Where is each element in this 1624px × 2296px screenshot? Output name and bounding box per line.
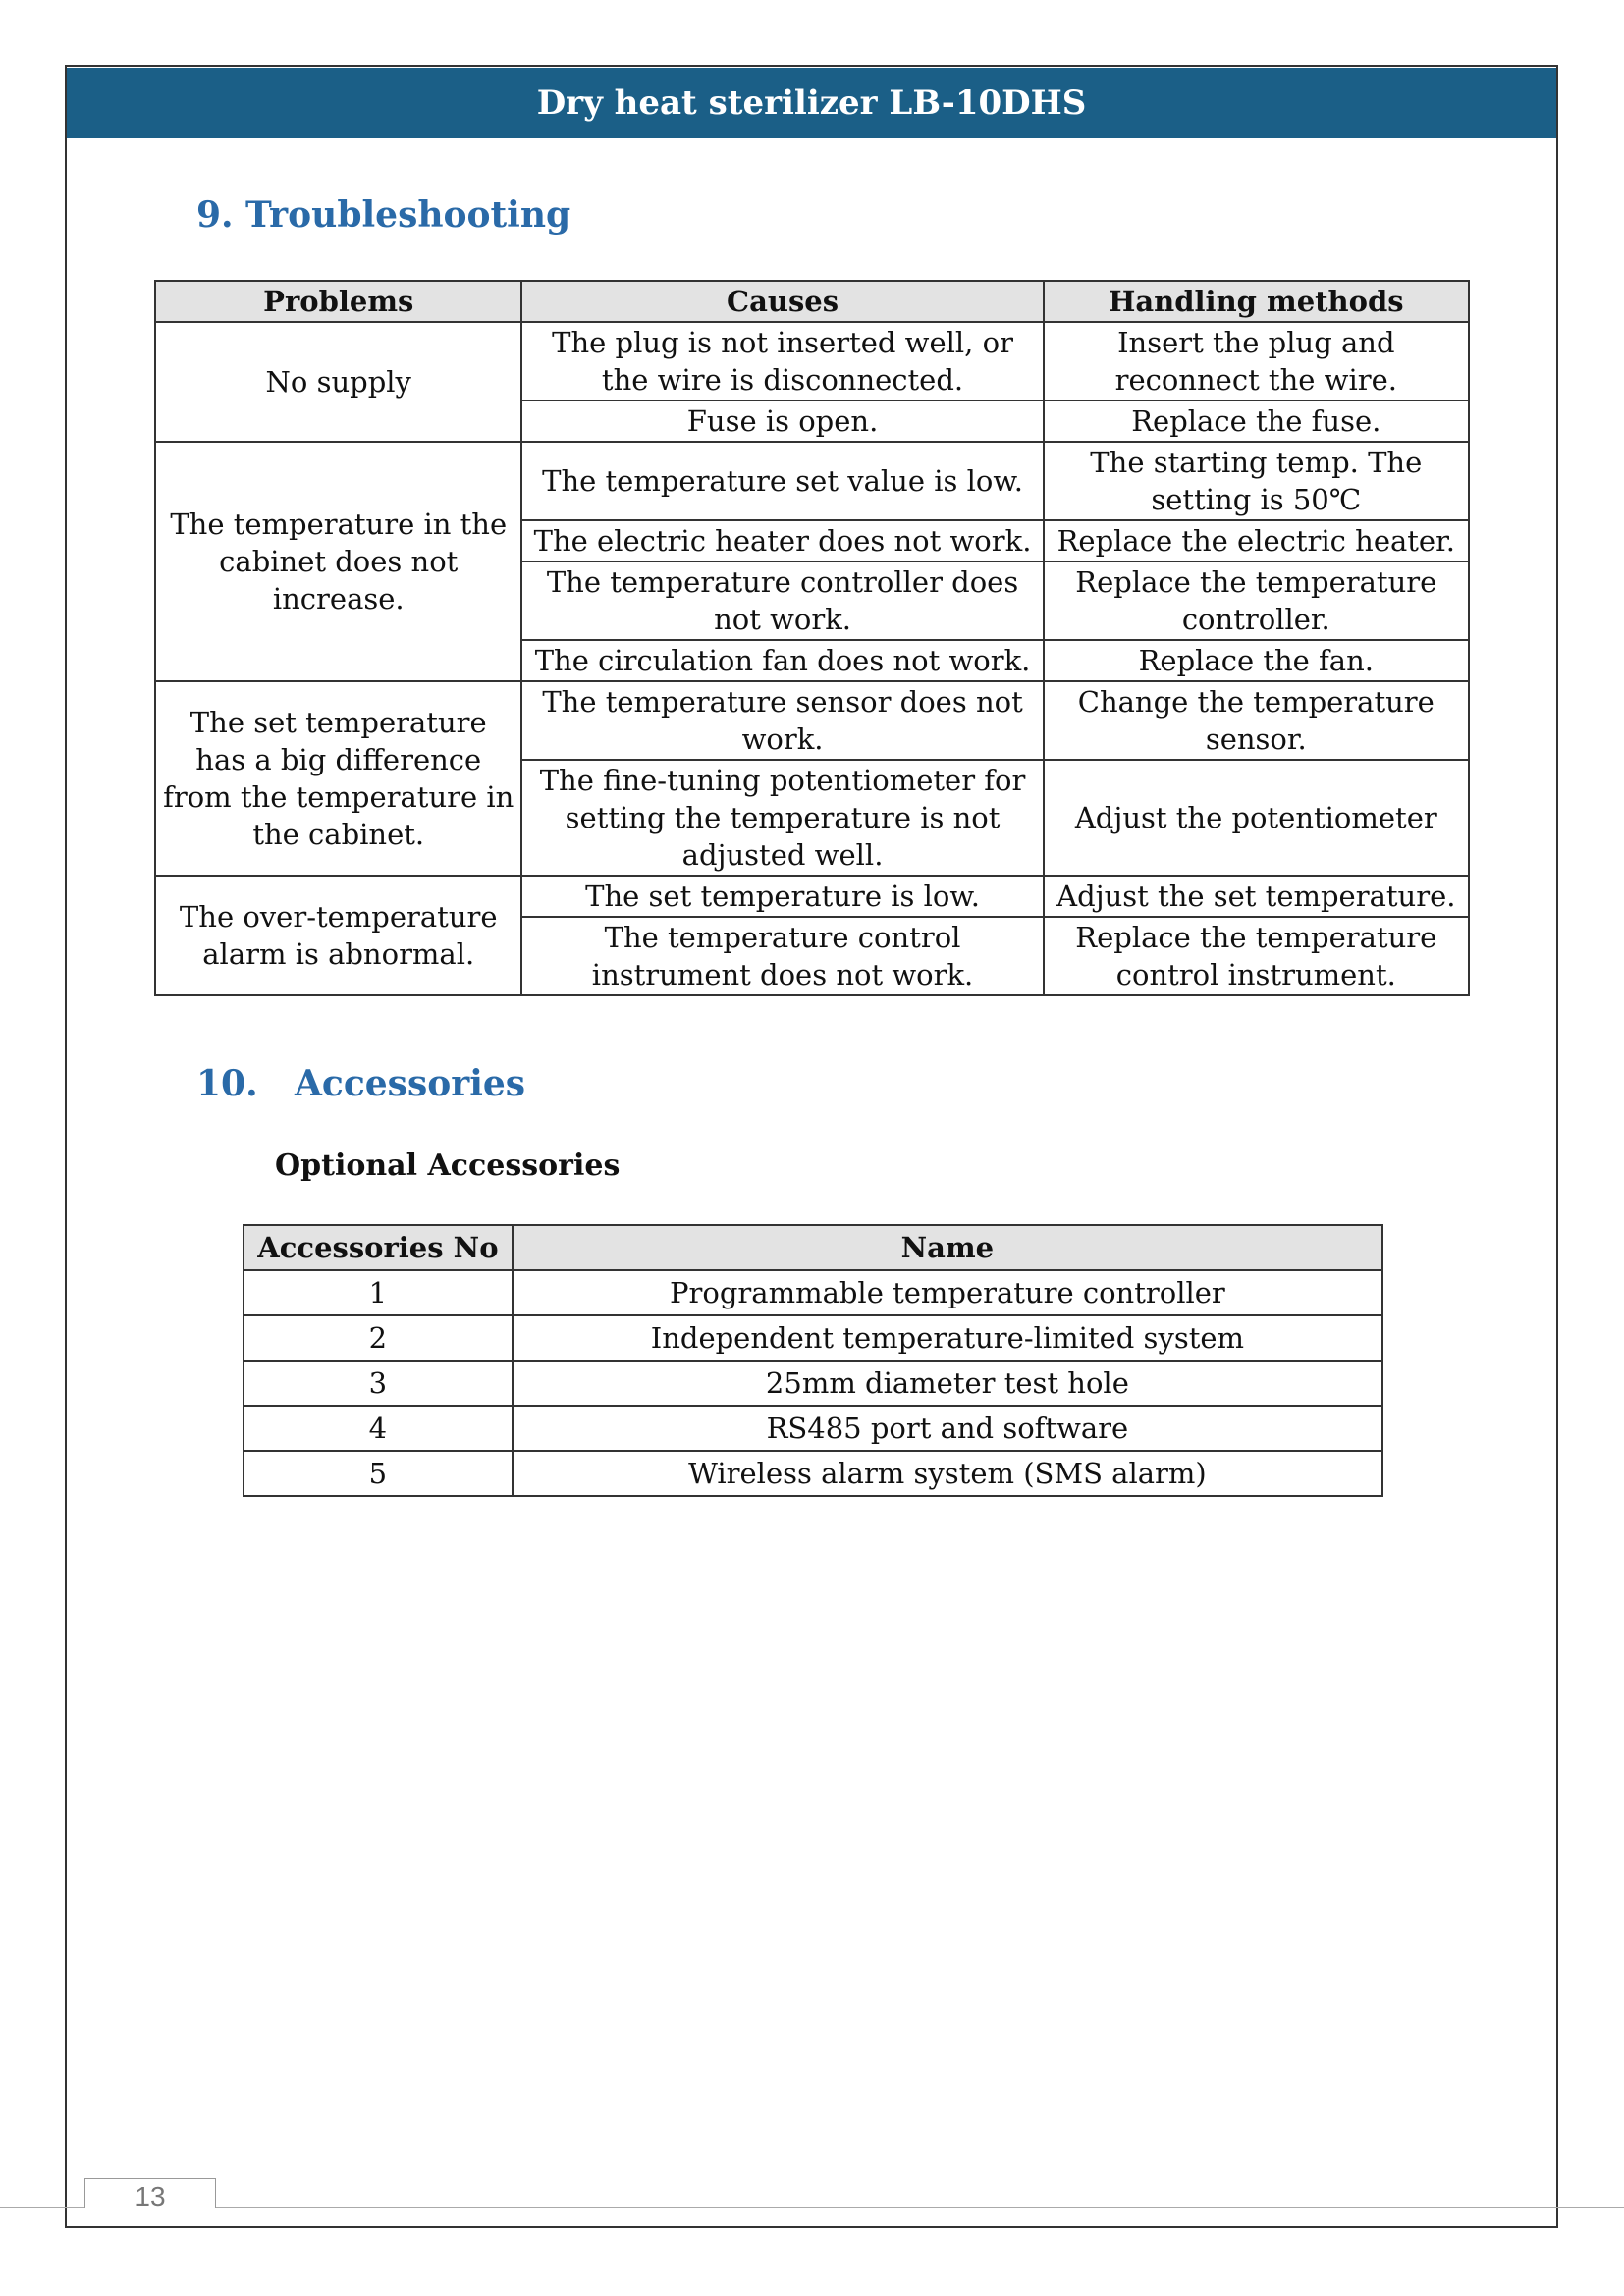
column-header-problems: Problems: [155, 281, 521, 322]
section-title: Troubleshooting: [245, 194, 571, 236]
table-row: [244, 1406, 1382, 1451]
accessory-name-cell: RS485 port and software: [513, 1406, 1382, 1451]
section-title: Accessories: [295, 1063, 526, 1104]
accessories-table: [243, 1224, 1383, 1497]
section-number: 10.: [196, 1063, 258, 1104]
accessory-name-cell: Independent temperature-limited system: [513, 1315, 1382, 1361]
troubleshooting-table: [154, 280, 1470, 996]
method-cell: Replace the temperature control instrument.: [1044, 917, 1469, 995]
document-title: Dry heat sterilizer LB-10DHS: [536, 83, 1087, 123]
cause-cell: Fuse is open.: [521, 400, 1043, 442]
table-row: [155, 876, 1469, 917]
table-header-row: [155, 281, 1469, 322]
cause-cell: The fine-tuning potentiometer for setting the temperature is not adjusted well.: [521, 760, 1043, 876]
document-header: [67, 68, 1556, 138]
cause-cell: The set temperature is low.: [521, 876, 1043, 917]
cause-cell: The circulation fan does not work.: [521, 640, 1043, 681]
accessory-number-cell: 1: [244, 1270, 513, 1315]
page-number: 13: [135, 2181, 166, 2212]
footer-divider: [0, 2207, 1624, 2208]
table-row: [155, 681, 1469, 760]
method-cell: Adjust the set temperature.: [1044, 876, 1469, 917]
problem-cell: The temperature in the cabinet does not increase.: [155, 442, 521, 681]
section-heading-troubleshooting: [196, 194, 570, 236]
problem-cell: No supply: [155, 322, 521, 442]
cause-cell: The temperature set value is low.: [521, 442, 1043, 520]
cause-cell: The electric heater does not work.: [521, 520, 1043, 561]
column-header-causes: Causes: [521, 281, 1043, 322]
problem-cell: The over-temperature alarm is abnormal.: [155, 876, 521, 995]
cause-cell: The temperature controller does not work.: [521, 561, 1043, 640]
table-row: [244, 1451, 1382, 1496]
optional-accessories-heading: Optional Accessories: [275, 1148, 621, 1183]
accessory-number-cell: 5: [244, 1451, 513, 1496]
table-row: [155, 442, 1469, 520]
cause-cell: The temperature control instrument does not work.: [521, 917, 1043, 995]
problem-cell: The set temperature has a big difference from the temperature in the cabinet.: [155, 681, 521, 876]
table-row: [244, 1361, 1382, 1406]
accessory-name-cell: Wireless alarm system (SMS alarm): [513, 1451, 1382, 1496]
accessory-name-cell: Programmable temperature controller: [513, 1270, 1382, 1315]
method-cell: Change the temperature sensor.: [1044, 681, 1469, 760]
column-header-accessories-no: Accessories No: [244, 1225, 513, 1270]
table-row: [244, 1315, 1382, 1361]
table-header-row: [244, 1225, 1382, 1270]
cause-cell: The plug is not inserted well, or the wire is disconnected.: [521, 322, 1043, 400]
method-cell: Replace the fuse.: [1044, 400, 1469, 442]
column-header-name: Name: [513, 1225, 1382, 1270]
accessory-number-cell: 3: [244, 1361, 513, 1406]
method-cell: Replace the electric heater.: [1044, 520, 1469, 561]
section-number: 9.: [196, 194, 234, 236]
method-cell: Replace the fan.: [1044, 640, 1469, 681]
column-header-handling-methods: Handling methods: [1044, 281, 1469, 322]
accessory-name-cell: 25mm diameter test hole: [513, 1361, 1382, 1406]
method-cell: Adjust the potentiometer: [1044, 760, 1469, 876]
method-cell: Insert the plug and reconnect the wire.: [1044, 322, 1469, 400]
cause-cell: The temperature sensor does not work.: [521, 681, 1043, 760]
table-row: [244, 1270, 1382, 1315]
section-heading-accessories: [196, 1063, 525, 1104]
method-cell: Replace the temperature controller.: [1044, 561, 1469, 640]
method-cell: The starting temp. The setting is 50℃: [1044, 442, 1469, 520]
accessory-number-cell: 4: [244, 1406, 513, 1451]
accessory-number-cell: 2: [244, 1315, 513, 1361]
table-row: [155, 322, 1469, 400]
